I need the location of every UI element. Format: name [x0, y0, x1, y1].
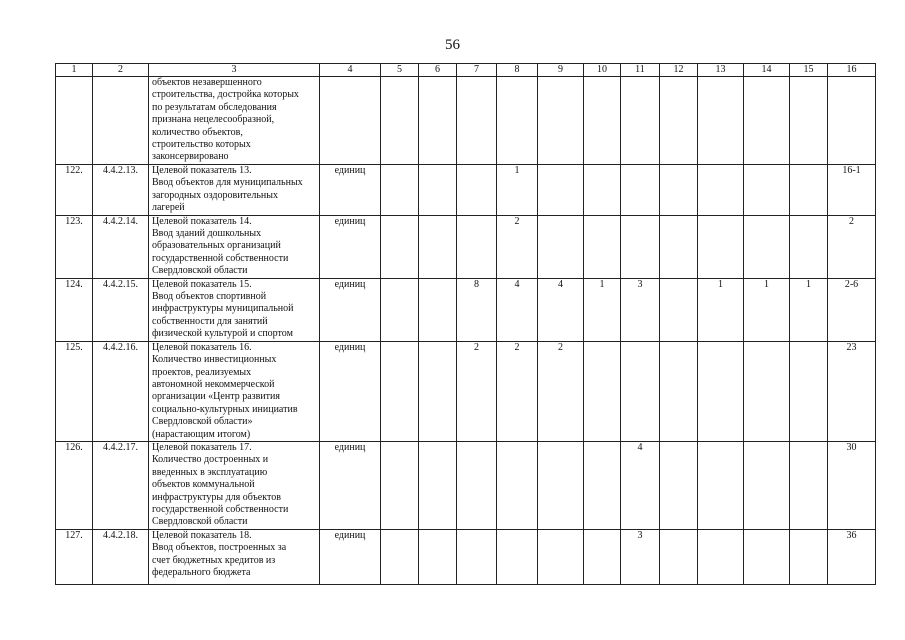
description-line: введенных в эксплуатацию — [152, 466, 268, 478]
description-line: счет бюджетных кредитов из — [152, 554, 276, 566]
table-row — [56, 77, 876, 165]
value-cell: 2 — [457, 341, 497, 441]
row-number-cell — [56, 77, 93, 165]
value-cell — [538, 529, 584, 584]
value-cell: 36 — [828, 529, 876, 584]
description-cell — [149, 77, 320, 165]
value-cell — [744, 341, 790, 441]
value-cell: 3 — [621, 278, 660, 341]
unit-cell: единиц — [320, 441, 381, 529]
value-cell — [621, 341, 660, 441]
column-header: 11 — [621, 64, 660, 77]
value-cell — [584, 215, 621, 278]
value-cell — [660, 215, 698, 278]
value-cell: 1 — [698, 278, 744, 341]
column-header: 8 — [497, 64, 538, 77]
table-row — [56, 165, 876, 216]
value-cell — [698, 441, 744, 529]
description-line: Целевой показатель 16. — [152, 341, 252, 353]
value-cell — [660, 341, 698, 441]
value-cell — [419, 77, 457, 165]
description-line: Количество достроенных и — [152, 454, 269, 466]
description-line: Количество инвестиционных — [152, 354, 277, 366]
value-cell — [660, 529, 698, 584]
description-line: строительство которых — [152, 139, 251, 151]
description-line: Свердловской области — [152, 516, 248, 528]
row-number-cell: 124. — [56, 278, 93, 341]
value-cell — [584, 441, 621, 529]
value-cell — [457, 529, 497, 584]
value-cell — [457, 441, 497, 529]
column-header: 1 — [56, 64, 93, 77]
description-line: Целевой показатель 14. — [152, 215, 252, 227]
value-cell — [538, 77, 584, 165]
unit-cell: единиц — [320, 278, 381, 341]
description-line: признана нецелесообразной, — [152, 114, 275, 126]
table-row — [56, 341, 876, 441]
column-header: 4 — [320, 64, 381, 77]
value-cell — [698, 341, 744, 441]
description-line: по результатам обследования — [152, 101, 277, 113]
value-cell — [621, 165, 660, 216]
value-cell — [744, 77, 790, 165]
description-line: законсервировано — [152, 151, 229, 163]
value-cell: 1 — [744, 278, 790, 341]
value-cell: 16-1 — [828, 165, 876, 216]
value-cell — [698, 165, 744, 216]
table-row — [56, 278, 876, 341]
value-cell — [828, 77, 876, 165]
value-cell: 4 — [538, 278, 584, 341]
column-header: 5 — [381, 64, 419, 77]
value-cell — [744, 441, 790, 529]
value-cell — [744, 215, 790, 278]
value-cell — [381, 165, 419, 216]
value-cell — [584, 341, 621, 441]
row-code-cell: 4.4.2.18. — [93, 529, 149, 584]
description-line: Ввод объектов спортивной — [152, 291, 267, 303]
row-code-cell: 4.4.2.17. — [93, 441, 149, 529]
unit-cell: единиц — [320, 529, 381, 584]
value-cell — [790, 215, 828, 278]
column-header: 15 — [790, 64, 828, 77]
description-line: Целевой показатель 18. — [152, 529, 252, 541]
description-line: объектов коммунальной — [152, 479, 255, 491]
column-header: 7 — [457, 64, 497, 77]
value-cell — [419, 441, 457, 529]
value-cell — [790, 441, 828, 529]
description-line: строительства, достройка которых — [152, 89, 299, 101]
value-cell — [698, 215, 744, 278]
value-cell: 1 — [497, 165, 538, 216]
description-line: собственности для занятий — [152, 315, 268, 327]
value-cell — [660, 278, 698, 341]
value-cell — [621, 215, 660, 278]
value-cell — [381, 77, 419, 165]
description-line: автономной некоммерческой — [152, 378, 275, 390]
row-code-cell — [93, 77, 149, 165]
column-header: 13 — [698, 64, 744, 77]
unit-cell: единиц — [320, 215, 381, 278]
description-cell — [149, 529, 320, 584]
value-cell — [497, 441, 538, 529]
value-cell: 2 — [538, 341, 584, 441]
description-line: Свердловской области — [152, 265, 248, 277]
value-cell — [457, 215, 497, 278]
column-header: 10 — [584, 64, 621, 77]
value-cell: 1 — [584, 278, 621, 341]
description-line: Целевой показатель 17. — [152, 441, 252, 453]
column-header: 3 — [149, 64, 320, 77]
value-cell — [790, 529, 828, 584]
value-cell — [660, 165, 698, 216]
value-cell: 23 — [828, 341, 876, 441]
description-line: лагерей — [152, 202, 185, 214]
value-cell — [538, 165, 584, 216]
value-cell — [457, 165, 497, 216]
description-line: инфраструктуры для объектов — [152, 491, 281, 503]
row-number-cell: 126. — [56, 441, 93, 529]
description-line: государственной собственности — [152, 252, 289, 264]
description-cell — [149, 441, 320, 529]
description-line: Свердловской области» — [152, 416, 253, 428]
value-cell — [419, 529, 457, 584]
indicators-table — [55, 63, 876, 585]
value-cell: 2-6 — [828, 278, 876, 341]
value-cell: 8 — [457, 278, 497, 341]
value-cell — [698, 529, 744, 584]
description-line: объектов незавершенного — [152, 77, 262, 88]
value-cell: 1 — [790, 278, 828, 341]
value-cell: 2 — [497, 215, 538, 278]
value-cell: 4 — [497, 278, 538, 341]
value-cell — [419, 341, 457, 441]
column-header-row — [56, 64, 876, 77]
unit-cell: единиц — [320, 165, 381, 216]
value-cell — [790, 77, 828, 165]
unit-cell — [320, 77, 381, 165]
row-number-cell: 123. — [56, 215, 93, 278]
value-cell — [381, 529, 419, 584]
table-row — [56, 215, 876, 278]
value-cell — [497, 77, 538, 165]
value-cell — [790, 341, 828, 441]
page-number: 56 — [445, 37, 460, 53]
value-cell — [419, 165, 457, 216]
value-cell — [621, 77, 660, 165]
description-line: количество объектов, — [152, 126, 243, 138]
description-line: Ввод объектов для муниципальных — [152, 177, 303, 189]
description-line: Целевой показатель 15. — [152, 278, 252, 290]
description-line: инфраструктуры муниципальной — [152, 303, 294, 315]
row-number-cell: 127. — [56, 529, 93, 584]
description-line: проектов, реализуемых — [152, 366, 252, 378]
value-cell — [744, 529, 790, 584]
column-header: 16 — [828, 64, 876, 77]
value-cell: 2 — [497, 341, 538, 441]
value-cell — [538, 441, 584, 529]
value-cell — [744, 165, 790, 216]
description-line: Целевой показатель 13. — [152, 165, 252, 176]
value-cell — [584, 165, 621, 216]
table-row — [56, 529, 876, 584]
row-code-cell: 4.4.2.16. — [93, 341, 149, 441]
description-line: социально-культурных инициатив — [152, 403, 298, 415]
row-code-cell: 4.4.2.15. — [93, 278, 149, 341]
value-cell: 3 — [621, 529, 660, 584]
value-cell — [538, 215, 584, 278]
value-cell — [584, 529, 621, 584]
row-code-cell: 4.4.2.13. — [93, 165, 149, 216]
description-line: образовательных организаций — [152, 240, 281, 252]
column-header: 12 — [660, 64, 698, 77]
value-cell — [381, 215, 419, 278]
description-line: (нарастающим итогом) — [152, 428, 251, 440]
description-line: физической культурой и спортом — [152, 328, 293, 340]
row-number-cell: 125. — [56, 341, 93, 441]
column-header: 14 — [744, 64, 790, 77]
value-cell — [660, 77, 698, 165]
value-cell: 30 — [828, 441, 876, 529]
column-header: 9 — [538, 64, 584, 77]
description-cell — [149, 165, 320, 216]
value-cell — [457, 77, 497, 165]
description-line: государственной собственности — [152, 503, 289, 515]
description-line: федерального бюджета — [152, 567, 251, 579]
value-cell: 4 — [621, 441, 660, 529]
value-cell — [381, 441, 419, 529]
value-cell — [419, 215, 457, 278]
value-cell — [419, 278, 457, 341]
description-line: Ввод объектов, построенных за — [152, 542, 287, 554]
value-cell — [790, 165, 828, 216]
value-cell — [381, 278, 419, 341]
description-cell — [149, 341, 320, 441]
value-cell — [584, 77, 621, 165]
description-cell — [149, 215, 320, 278]
description-line: загородных оздоровительных — [152, 189, 278, 201]
description-cell — [149, 278, 320, 341]
row-number-cell: 122. — [56, 165, 93, 216]
value-cell: 2 — [828, 215, 876, 278]
column-header: 6 — [419, 64, 457, 77]
description-line: Ввод зданий дошкольных — [152, 228, 262, 240]
value-cell — [381, 341, 419, 441]
table-row — [56, 441, 876, 529]
value-cell — [497, 529, 538, 584]
value-cell — [660, 441, 698, 529]
row-code-cell: 4.4.2.14. — [93, 215, 149, 278]
column-header: 2 — [93, 64, 149, 77]
value-cell — [698, 77, 744, 165]
unit-cell: единиц — [320, 341, 381, 441]
description-line: организации «Центр развития — [152, 391, 280, 403]
table-body — [56, 77, 876, 585]
